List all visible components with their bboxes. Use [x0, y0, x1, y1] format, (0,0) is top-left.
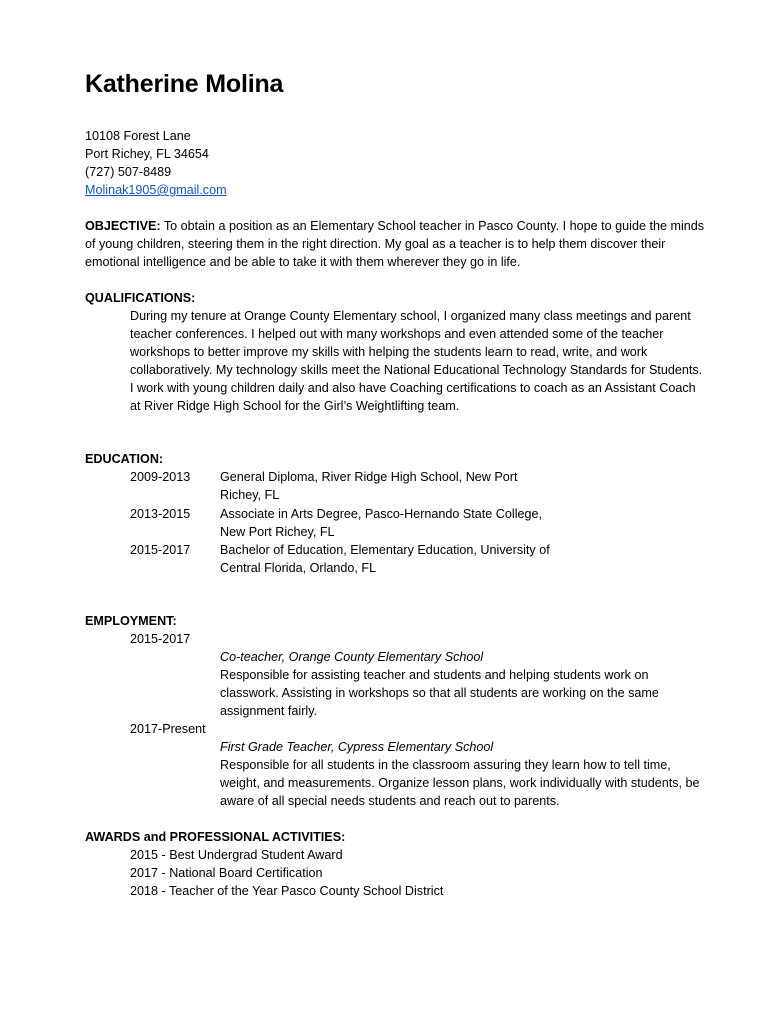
education-years: 2009-2013 — [130, 470, 191, 484]
email-link[interactable]: Molinak1905@gmail.com — [85, 183, 227, 197]
job-title: Co-teacher, Orange County Elementary School — [220, 650, 484, 664]
street-address: 10108 Forest Lane — [85, 129, 191, 143]
employment-years: 2017-Present — [130, 722, 206, 736]
award-item: 2017 - National Board Certification — [130, 866, 323, 880]
employment-years: 2015-2017 — [130, 632, 191, 646]
qualifications-text: During my tenure at Orange County Elementary school, I organized many class meetings and parent teacher conferences. I helped out with many workshops and even attended some of the teacher workshops to better improve my skills with helping the students learn to read, write, and work collaboratively. My technology skills meet the National Educational Technology Standards for Students. I work with young children daily and also have Coaching certifications to coach as an Assistant Coach at River Ridge High School for the Girl’s Weightlifting team. — [130, 309, 703, 413]
qualifications-heading: QUALIFICATIONS: — [85, 291, 196, 305]
education-heading: EDUCATION: — [85, 452, 164, 466]
job-title: First Grade Teacher, Cypress Elementary School — [220, 740, 494, 754]
education-line: Central Florida, Orlando, FL — [220, 561, 377, 575]
city-state-zip: Port Richey, FL 34654 — [85, 147, 209, 161]
education-description — [220, 541, 580, 577]
award-item: 2015 - Best Undergrad Student Award — [130, 848, 343, 862]
employment-entry — [220, 738, 705, 810]
employment-heading: EMPLOYMENT: — [85, 614, 177, 628]
education-years: 2013-2015 — [130, 507, 191, 521]
job-description: Responsible for assisting teacher and students and helping students work on classwork. Assisting in workshops so that all students are working on the same assignment fairly. — [220, 668, 659, 718]
award-item: 2018 - Teacher of the Year Pasco County School District — [130, 884, 444, 898]
education-line: Associate in Arts Degree, Pasco-Hernando State College, — [220, 507, 543, 521]
objective-label: OBJECTIVE: — [85, 219, 161, 233]
awards-heading: AWARDS and PROFESSIONAL ACTIVITIES: — [85, 830, 346, 844]
phone-number: (727) 507-8489 — [85, 165, 172, 179]
job-description: Responsible for all students in the classroom assuring they learn how to tell time, weight, and measurements. Organize lesson plans, work individually with students, be aware of all special needs students and reach out to parents. — [220, 758, 700, 808]
education-line: Bachelor of Education, Elementary Education, University of — [220, 543, 550, 557]
education-years: 2015-2017 — [130, 543, 191, 557]
education-description — [220, 505, 580, 541]
candidate-name: Katherine Molina — [85, 70, 284, 98]
education-line: General Diploma, River Ridge High School, New Port — [220, 470, 518, 484]
education-line: Richey, FL — [220, 488, 280, 502]
contact-block — [85, 127, 227, 199]
employment-entry — [220, 648, 705, 720]
education-line: New Port Richey, FL — [220, 525, 335, 539]
objective-section — [85, 217, 705, 271]
education-description — [220, 468, 580, 504]
objective-text: To obtain a position as an Elementary School teacher in Pasco County. I hope to guide the minds of young children, steering them in the right direction. My goal as a teacher is to help them discover their emotional intelligence and be able to take it with them wherever they go in life. — [85, 219, 705, 269]
